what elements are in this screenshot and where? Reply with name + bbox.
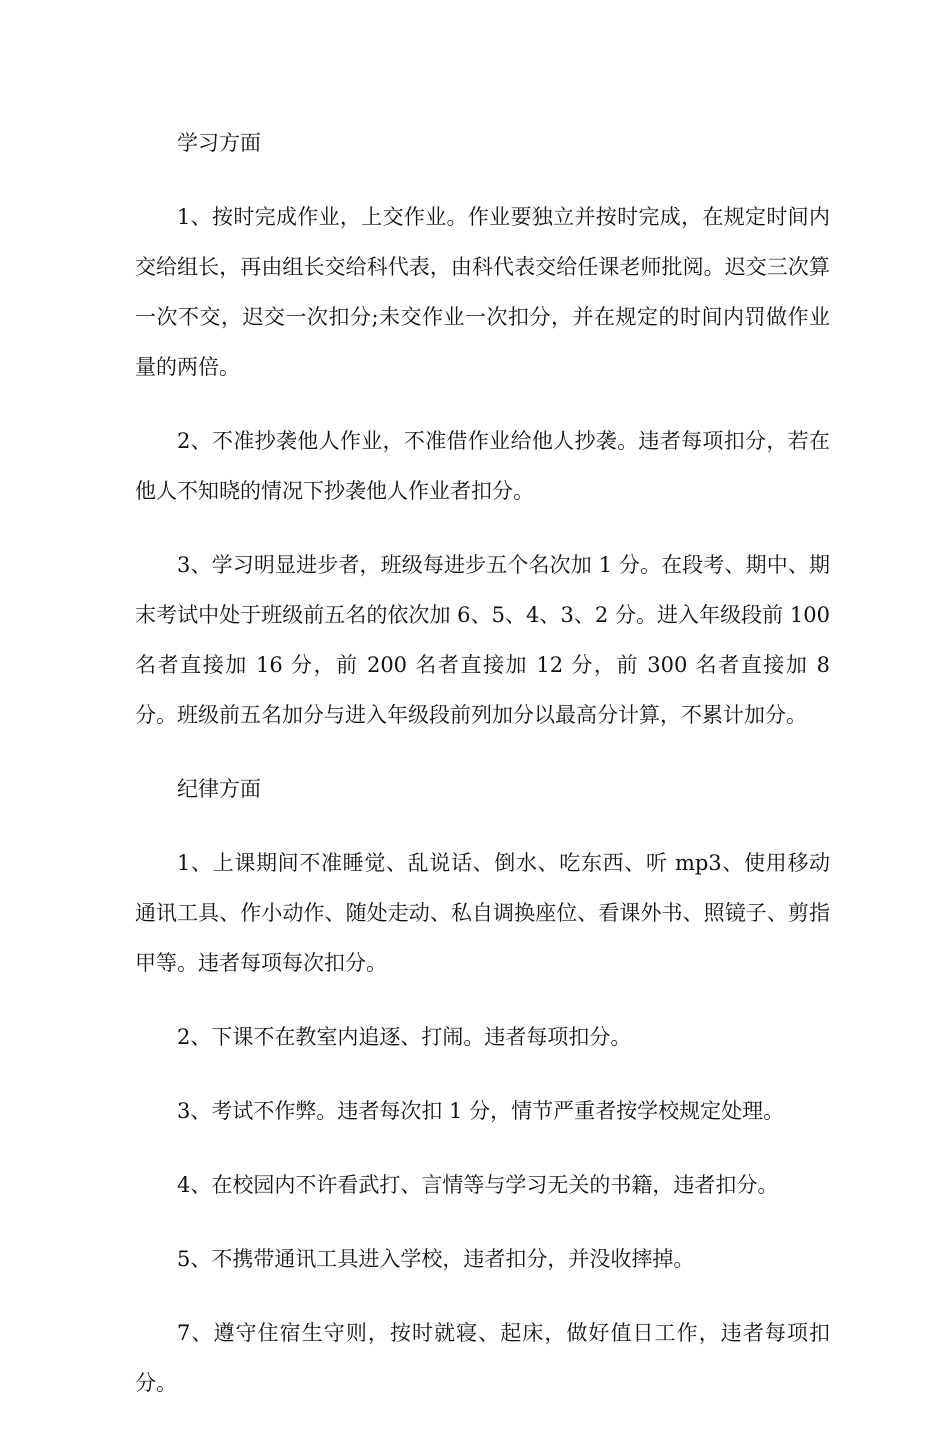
discipline-rule-7: 7、遵守住宿生守则，按时就寝、起床，做好值日工作，违者每项扣分。	[135, 1321, 830, 1395]
study-rule-2: 2、不准抄袭他人作业，不准借作业给他人抄袭。违者每项扣分，若在他人不知晓的情况下抄袭他人作业者扣分。	[135, 429, 830, 503]
discipline-rule-1: 1、上课期间不准睡觉、乱说话、倒水、吃东西、听 mp3、使用移动通讯工具、作小动作、随处走动、私自调换座位、看课外书、照镜子、剪指甲等。违者每项每次扣分。	[135, 851, 830, 975]
study-rule-3: 3、学习明显进步者，班级每进步五个名次加 1 分。在段考、期中、期末考试中处于班级前五名的依次加 6、5、4、3、2 分。进入年级段前 100 名者直接加 16 分，前 200 名者直接加 12 分，前 300 名者直接加 8 分。班级前五名加分与进入年级段前列加分以最高分计算，不累计加分。	[135, 553, 830, 727]
document-body	[135, 118, 830, 1432]
discipline-rule-2: 2、下课不在教室内追逐、打闹。违者每项扣分。	[177, 1025, 632, 1049]
discipline-rule-3: 3、考试不作弊。违者每次扣 1 分，情节严重者按学校规定处理。	[177, 1099, 785, 1123]
section-heading-study: 学习方面	[177, 131, 261, 155]
discipline-rule-4: 4、在校园内不许看武打、言情等与学习无关的书籍，违者扣分。	[177, 1173, 779, 1197]
section-heading-discipline: 纪律方面	[177, 777, 261, 801]
discipline-rule-5: 5、不携带通讯工具进入学校，违者扣分，并没收摔掉。	[177, 1247, 695, 1271]
study-rule-1: 1、按时完成作业，上交作业。作业要独立并按时完成，在规定时间内交给组长，再由组长交给科代表，由科代表交给任课老师批阅。迟交三次算一次不交，迟交一次扣分;未交作业一次扣分，并在规定的时间内罚做作业量的两倍。	[135, 205, 830, 379]
